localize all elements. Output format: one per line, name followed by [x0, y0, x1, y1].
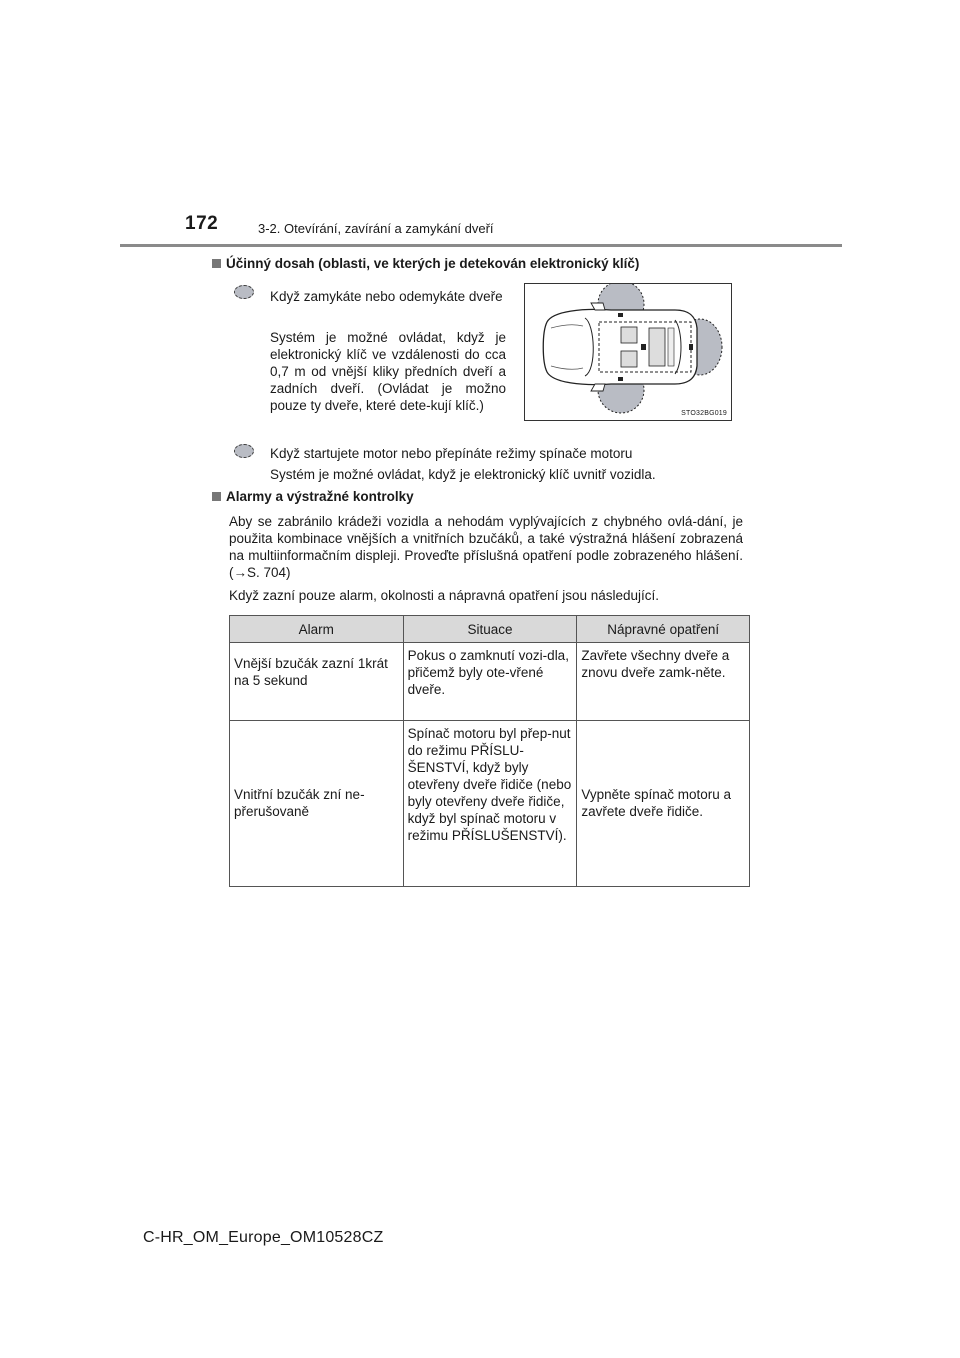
- table-cell: Vypněte spínač motoru a zavřete dveře řidiče.: [577, 721, 750, 887]
- table-cell: Vnější bzučák zazní 1krát na 5 sekund: [230, 643, 404, 721]
- range-item1-title: Když zamykáte nebo odemykáte dveře: [270, 289, 503, 304]
- section-square-icon: [212, 492, 221, 501]
- alarm-paragraph-2: Když zazní pouze alarm, okolnosti a nápravná opatření jsou následující.: [229, 588, 660, 603]
- table-cell: Vnitřní bzučák zní ne-přerušovaně: [230, 721, 404, 887]
- page-number: 172: [185, 213, 219, 234]
- table-cell: Pokus o zamknutí vozi-dla, přičemž byly ote-vřené dveře.: [403, 643, 577, 721]
- table-header-row: [230, 616, 750, 643]
- alarm-table: [229, 615, 750, 887]
- table-cell: Spínač motoru byl přep-nut do režimu PŘÍSLU-ŠENSTVÍ, když byly otevřeny dveře řidiče (nebo byly otevřeny dveře řidiče, když byl spínač motoru v režimu PŘÍSLUŠENSTVÍ).: [403, 721, 577, 887]
- car-top-view-illustration: [525, 284, 731, 420]
- table-row: [230, 721, 750, 887]
- column-header: Situace: [403, 616, 577, 643]
- section-square-icon: [212, 259, 221, 268]
- range-heading-text: Účinný dosah (oblasti, ve kterých je detekován elektronický klíč): [226, 256, 640, 271]
- column-header: Alarm: [230, 616, 404, 643]
- column-header: Nápravné opatření: [577, 616, 750, 643]
- range-item2-title: Když startujete motor nebo přepínáte režimy spínače motoru: [270, 446, 633, 461]
- range-heading: [212, 256, 639, 271]
- alarm-heading-text: Alarmy a výstražné kontrolky: [226, 489, 414, 504]
- dashed-zone-icon: [234, 444, 254, 458]
- dashed-zone-icon: [234, 285, 254, 299]
- figure-code: STO32BG019: [681, 410, 727, 417]
- key-range-diagram: [524, 283, 732, 421]
- alarm-paragraph-1: Aby se zabránilo krádeži vozidla a nehodám vyplývajících z chybného ovlá-dání, je použita kombinace vnějších a vnitřních bzučáků, a také výstražná hlášení zobrazená na multiinformačním displeji. Proveďte příslušná opatření podle zobrazeného hlášení. (→S. 704): [229, 514, 743, 580]
- document-id: C-HR_OM_Europe_OM10528CZ: [143, 1229, 384, 1246]
- header-divider: [120, 244, 842, 247]
- range-item2-description: Systém je možné ovládat, když je elektronický klíč uvnitř vozidla.: [270, 467, 656, 482]
- table-row: [230, 643, 750, 721]
- alarm-heading: [212, 489, 414, 504]
- section-title: 3-2. Otevírání, zavírání a zamykání dveří: [258, 221, 494, 236]
- table-cell: Zavřete všechny dveře a znovu dveře zamk-něte.: [577, 643, 750, 721]
- range-item1-description: Systém je možné ovládat, když je elektronický klíč ve vzdálenosti do cca 0,7 m od vnější kliky předních dveří a zadních dveří. (Ovládat je možno pouze ty dveře, které dete-kují klíč.): [270, 330, 506, 413]
